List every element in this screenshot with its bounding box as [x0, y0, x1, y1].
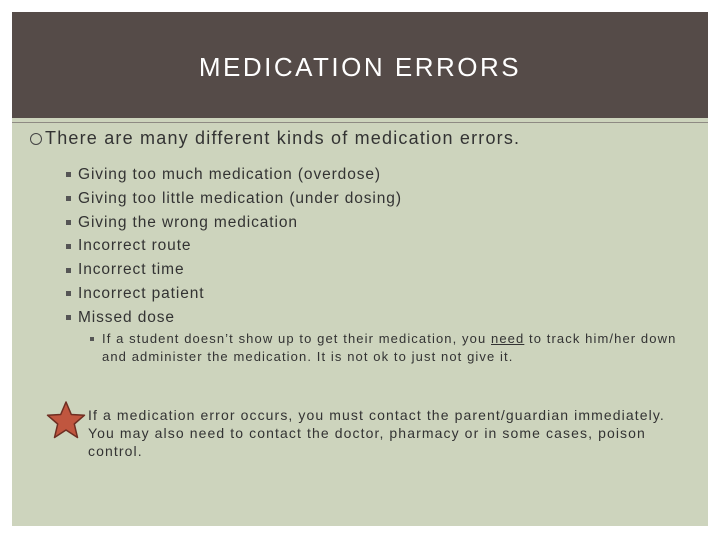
list-item — [66, 306, 666, 330]
note-emphasis: need — [491, 331, 525, 346]
note-text-before: If a student doesn’t show up to get their medication, you — [102, 331, 491, 346]
list-item — [66, 282, 666, 306]
list-item — [66, 187, 666, 211]
list-item-text: Incorrect route — [78, 237, 192, 255]
note-text-after: to track him/her down and administer the medication. It is not ok to just not give it. — [102, 331, 677, 364]
title-divider — [12, 122, 708, 123]
square-bullet-icon — [66, 268, 71, 273]
note-text — [102, 330, 680, 365]
list-item — [66, 258, 666, 282]
error-types-list — [66, 163, 666, 330]
title-band — [12, 12, 708, 118]
square-bullet-icon — [66, 315, 71, 320]
list-item-text: Missed dose — [78, 308, 175, 326]
main-bullet-text: There are many different kinds of medication errors. — [45, 128, 521, 148]
list-item-text: Incorrect time — [78, 261, 185, 279]
square-bullet-icon — [66, 291, 71, 296]
missed-dose-note — [90, 330, 680, 365]
list-item-text: Giving too little medication (under dosing) — [78, 189, 402, 207]
list-item — [66, 234, 666, 258]
warning-text: If a medication error occurs, you must contact the parent/guardian immediately. You may also need to contact the doctor, pharmacy or in some cases, poison control. — [88, 407, 665, 459]
square-bullet-icon — [66, 196, 71, 201]
list-item — [66, 163, 666, 187]
list-item-text: Giving too much medication (overdose) — [78, 166, 381, 183]
square-bullet-icon — [66, 220, 71, 225]
square-bullet-icon — [66, 172, 71, 177]
list-item-text: Incorrect patient — [78, 284, 205, 302]
star-icon — [46, 400, 86, 440]
list-item — [66, 211, 666, 235]
ring-bullet-icon — [30, 133, 42, 145]
list-item-text: Giving the wrong medication — [78, 213, 298, 231]
square-bullet-icon — [66, 244, 71, 249]
main-bullet — [30, 128, 680, 149]
slide-title: MEDICATION ERRORS — [198, 52, 522, 82]
square-bullet-icon — [90, 337, 94, 341]
